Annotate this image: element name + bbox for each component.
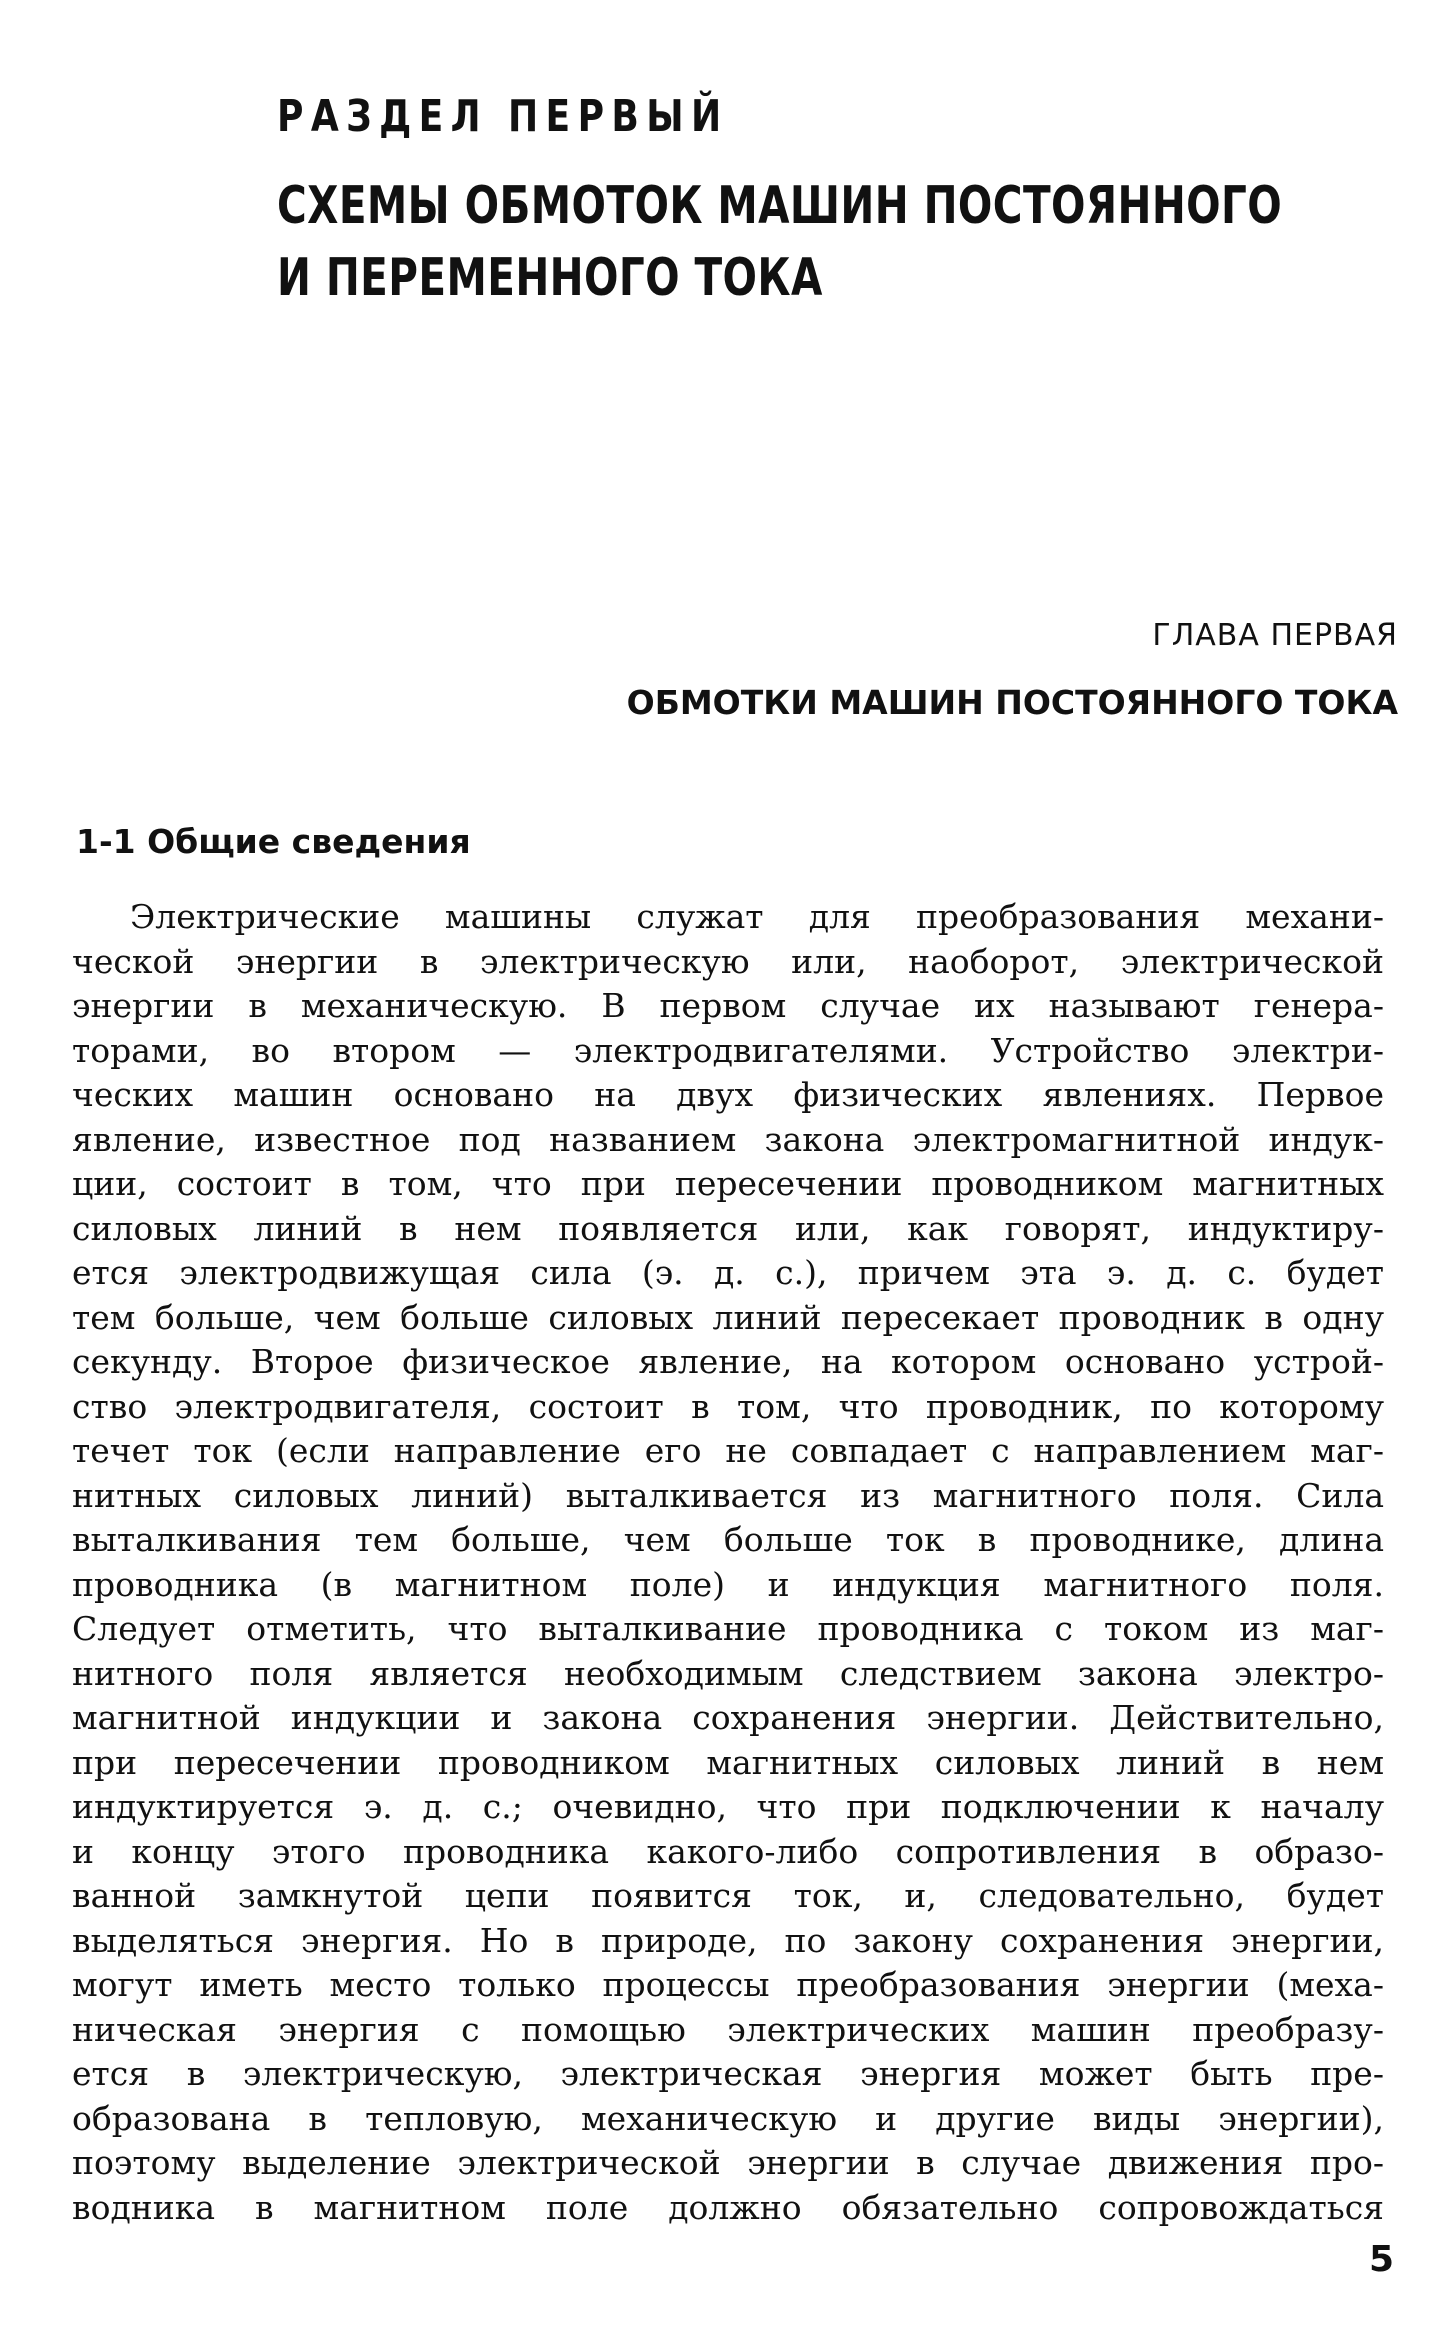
text-line: при пересечении проводником магнитных силовых линий в нем [72,1742,1384,1782]
section-title-line: СХЕМЫ ОБМОТОК МАШИН ПОСТОЯННОГО [277,176,1283,236]
text-line: тем больше, чем больше силовых линий пересекает проводник в одну [72,1297,1384,1337]
text-line: ническая энергия с помощью электрических машин преобразу- [72,2009,1384,2049]
text-line: ванной замкнутой цепи появится ток, и, следовательно, будет [72,1876,1384,1915]
text-line: поэтому выделение электрической энергии в случае движения про- [72,2143,1384,2182]
chapter-title: ОБМОТКИ МАШИН ПОСТОЯННОГО ТОКА [626,683,1398,722]
text-line: Следует отметить, что выталкивание проводника с током из маг- [72,1609,1384,1648]
text-line: образована в тепловую, механическую и другие виды энергии), [72,2098,1384,2138]
chapter-label: ГЛАВА ПЕРВАЯ [1152,618,1398,653]
text-line: индуктируется э. д. с.; очевидно, что при подключении к началу [72,1787,1384,1826]
text-line: магнитной индукции и закона сохранения энергии. Действительно, [72,1698,1384,1737]
section-label: РАЗДЕЛ ПЕРВЫЙ [277,91,729,142]
text-line: нитных силовых линий) выталкивается из магнитного поля. Сила [72,1475,1384,1515]
text-line: ческих машин основано на двух физических явлениях. Первое [72,1075,1384,1114]
body-paragraph [72,895,1384,2230]
text-line: ство электродвигателя, состоит в том, что проводник, по которому [72,1386,1384,1426]
text-line: ется электродвижущая сила (э. д. с.), причем эта э. д. с. будет [72,1253,1384,1292]
text-line: водника в магнитном поле должно обязательно сопровождаться [72,2187,1384,2227]
text-line: выделяться энергия. Но в природе, по закону сохранения энергии, [72,1920,1384,1960]
text-line: течет ток (если направление его не совпадает с направлением маг- [72,1431,1384,1470]
text-line: явление, известное под названием закона электромагнитной индук- [72,1119,1384,1159]
text-line: проводника (в магнитном поле) и индукция магнитного поля. [72,1564,1384,1604]
text-line: ческой энергии в электрическую или, наоборот, электрической [72,941,1384,981]
text-line: секунду. Второе физическое явление, на котором основано устрой- [72,1342,1384,1381]
page-number: 5 [1368,2239,1394,2280]
subsection-heading: 1-1 Общие сведения [76,822,471,861]
text-line: энергии в механическую. В первом случае их называют генера- [72,986,1384,1025]
section-title-line: И ПЕРЕМЕННОГО ТОКА [277,248,823,308]
text-line: ции, состоит в том, что при пересечении проводником магнитных [72,1164,1384,1203]
text-line: силовых линий в нем появляется или, как говорят, индуктиру- [72,1208,1384,1248]
section-title [277,170,1291,314]
text-line: и концу этого проводника какого-либо сопротивления в образо- [72,1831,1384,1871]
text-line: могут иметь место только процессы преобразования энергии (меха- [72,1965,1384,2004]
text-line: ется в электрическую, электрическая энергия может быть пре- [72,2054,1384,2093]
text-line: Электрические машины служат для преобразования механи- [130,897,1384,936]
text-line: нитного поля является необходимым следствием закона электро- [72,1653,1384,1693]
text-line: выталкивания тем больше, чем больше ток в проводнике, длина [72,1520,1384,1559]
text-line: торами, во втором — электродвигателями. Устройство электри- [72,1030,1384,1070]
